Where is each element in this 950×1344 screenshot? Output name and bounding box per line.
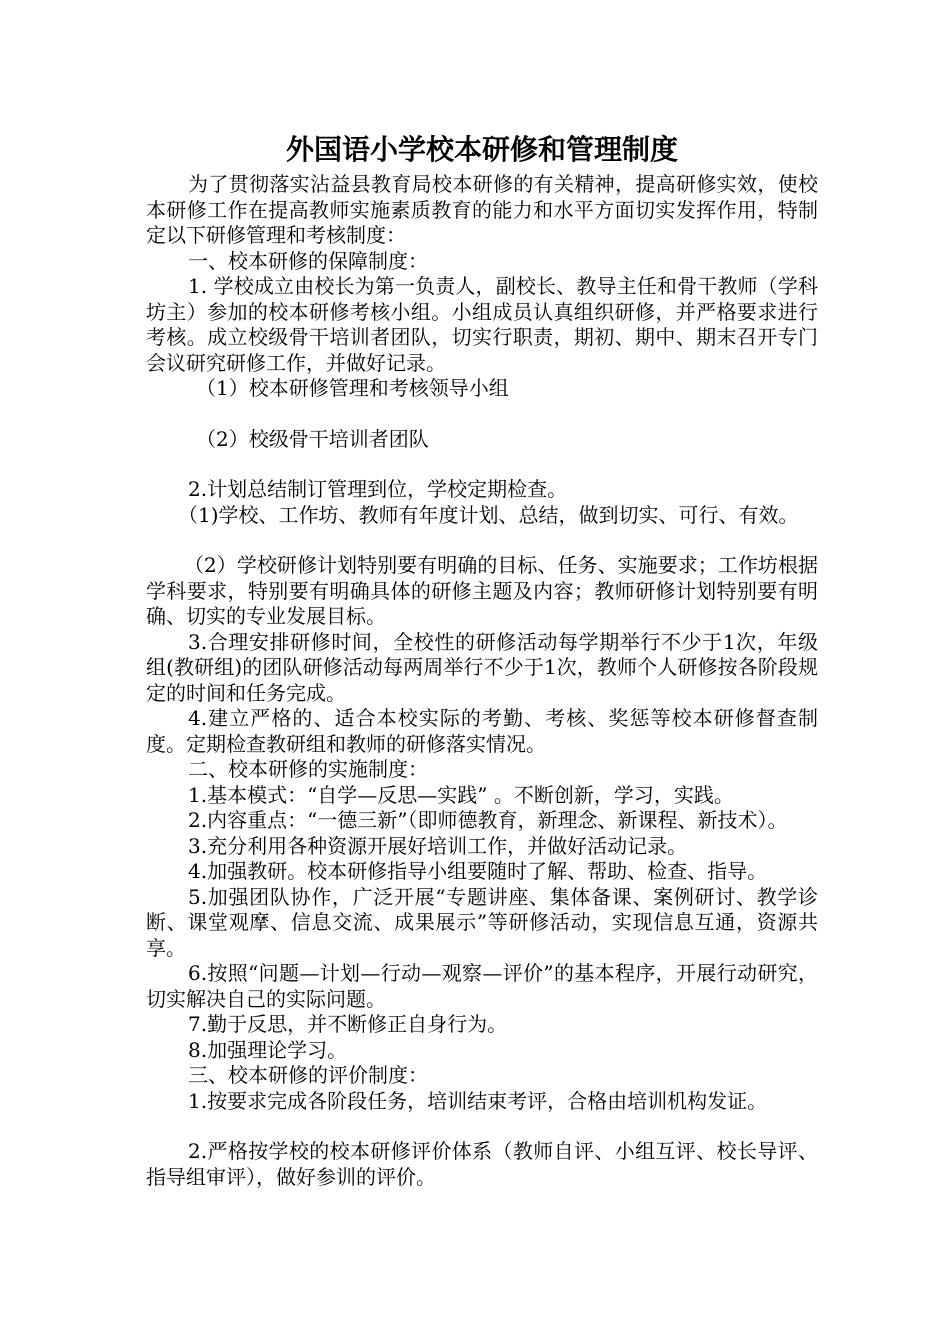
paragraph-guarantee-4: 4.建立严格的、适合本校实际的考勤、考核、奖惩等校本研修督查制度。定期检查教研组和教师的研修落实情况。 [146,706,818,756]
paragraph-implementation-4: 4.加强教研。校本研修指导小组要随时了解、帮助、检查、指导。 [188,859,768,883]
sub-item-annual-plan: （1)学校、工作坊、教师有年度计划、总结，做到切实、可行、有效。 [178,502,799,527]
document-page [146,128,818,1190]
sub-item-trainer-team: （2）校级骨干培训者团队 [196,426,429,451]
paragraph-guarantee-2: 2.计划总结制订管理到位，学校定期检查。 [188,477,568,501]
paragraph-guarantee-3: 3.合理安排研修时间，全校性的研修活动每学期举行不少于1次，年级组(教研组)的团队研修活动每两周举行不少于1次，教师个人研修按各阶段规定的时间和任务完成。 [146,629,818,705]
paragraph-guarantee-1: 1. 学校成立由校长为第一负责人，副校长、教导主任和骨干教师（学科坊主）参加的校本研修考核小组。小组成员认真组织研修，并严格要求进行考核。成立校级骨干培训者团队，切实行职责，期初、期中、期末召开专门会议研究研修工作，并做好记录。 [146,274,818,375]
paragraph-implementation-1: 1.基本模式：“自学—反思—实践” 。不断创新，学习，实践。 [188,782,734,807]
document-title: 外国语小学校本研修和管理制度 [285,133,678,166]
section-heading-guarantee: 一、校本研修的保障制度： [188,248,428,273]
section-heading-implementation: 二、校本研修的实施制度： [188,757,428,781]
paragraph-evaluation-2: 2.严格按学校的校本研修评价体系（教师自评、小组互评、校长导评、指导组审评），做好参训的评价。 [146,1139,818,1189]
paragraph-implementation-2: 2.内容重点：“一德三新”（即师德教育，新理念、新课程、新技术）。 [188,808,788,832]
paragraph-evaluation-1: 1.按要求完成各阶段任务，培训结束考评，合格由培训机构发证。 [188,1088,768,1113]
intro-paragraph: 为了贯彻落实沾益县教育局校本研修的有关精神，提高研修实效，使校本研修工作在提高教师实施素质教育的能力和水平方面切实发挥作用，特制定以下研修管理和考核制度： [146,172,818,247]
section-heading-evaluation: 三、校本研修的评价制度： [188,1063,428,1087]
sub-item-leadership-group: （1）校本研修管理和考核领导小组 [196,376,509,400]
sub-item-plan-requirements: （2）学校研修计划特别要有明确的目标、任务、实施要求；工作坊根据学科要求，特别要有明确具体的研修主题及内容；教师研修计划特别要有明确、切实的专业发展目标。 [146,553,818,628]
paragraph-implementation-3: 3.充分利用各种资源开展好培训工作，并做好活动记录。 [188,833,688,858]
paragraph-implementation-8: 8.加强理论学习。 [188,1037,348,1062]
paragraph-implementation-5: 5.加强团队协作，广泛开展“专题讲座、集体备课、案例研讨、教学诊断、课堂观摩、信息交流、成果展示”等研修活动，实现信息互通，资源共享。 [146,884,818,960]
paragraph-implementation-7: 7.勤于反思，并不断修正自身行为。 [188,1012,508,1036]
paragraph-implementation-6: 6.按照“问题—计划—行动—观察—评价”的基本程序，开展行动研究，切实解决自己的实际问题。 [146,961,818,1011]
